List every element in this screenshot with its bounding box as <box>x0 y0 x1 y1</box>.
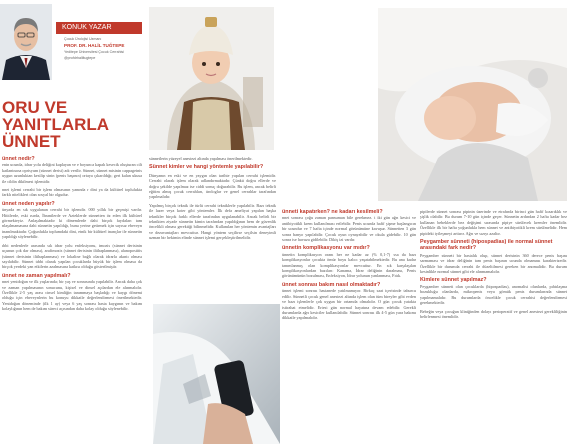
column-3 <box>282 209 416 324</box>
section-heading: ünnet nedir? <box>2 156 35 162</box>
column-1 <box>2 156 142 315</box>
paragraph: nnet işlemi cerrahi bir işlem olmasının yanında r dini ya da kültürel toplulukta farklı nitelikleri olan sosyal bir olgudur. <box>2 187 142 198</box>
author-name: PROF. DR. HALİL TUĞTEPE <box>64 43 125 48</box>
paragraph: Peygamber sünneti olan çocuklarda (hipospadias), anomalisi olanlarda, pıhtılaşma bozukluğu olanlarda, mikropenis veya gömük penis durumlarında sünnet yapılmamalıdır. Bu durumlarda öncelikle çocuk cerrahisi değerlendirmesi gerekmektedir. <box>420 283 567 306</box>
section-heading: ünnet ne zaman yapılmalı? <box>2 272 71 279</box>
paragraph: nnet yenidoğan ve ilk yaşlarında; bir yaş ve sonrasında yapılabilir. Ancak daha çok ve zaman yapılmasının sonucunu, kişisel ve dinsel açılardan ele alınmalıdır. Özellikle 2-5 yaş arası cinsel kimliğin tanımmaya başladığı ve kaygı dönemi olduğu için ebeveynlerin bu konuyu dikkatle değerlendirmesi önerilmektedir. Yenidoğan döneminde (ilk 1 ay) veya 6 yaş sonrası hasta kaygının ve bakım kolaylığının hem de bakım süreci açısından daha kolay olduğu söylenebilir. <box>2 279 142 312</box>
author-handle: @profdrhaliltugtepe <box>64 56 96 60</box>
paragraph: nnet sonrası çoğu zaman pansuman bile gerekmez. i iki gün ağrı kesici ve antibiyotikli krem kullanılması erilebilir. Penis ucunda hafif şişme başlangıcın bir ucundur ve 7 hafta içinde normal görünümüne kavuşur. Sünnetten 3 gün sonra banyo yapılabilir. Çocuk oyun oynayabilir ve okula gidebilir. 10 gün sonra ise havuza gidilebilir. Dikiş izi vardır. <box>282 215 416 243</box>
section-heading: ünnet neden yapılır? <box>2 200 55 207</box>
doctor-phone-photo <box>153 304 280 444</box>
paragraph: sünnetlerin yüzeyel anestezi altında yapılması önerilmektedir. <box>149 156 253 161</box>
section-heading: ünnetin komplikasyonu var mıdır? <box>282 245 370 252</box>
paragraph: Peygamber sünneti bir hastalık olup, sünnet derisinin 360 derece penis başını sarmaması ve idrar deliğinin tam penis başının ucunda olmaması karakterizedir. Özellikle bir durumda cerrahi ile düzeltilmesi gereken bir anomalidir. Bu durum kesinlikle normal sünnet gibi ele alınmamalıdır. <box>420 252 567 275</box>
paragraph: ıbbi nedenlerle arasında sık idrar yolu enfeksiyonu, imozis (sünnet derisinin uçunun çok dar olması), arafimozis (sünnet derisinin iltihaplanması), alanopostitis (sünnet derisinin iltihaplanması) ve lokaline bağlı olarak idrarla akıntı olması sayılabilir. Sünnet tıbbi olarak yapılan çocuklarda büyük bir işlem olmasa da birçok yerdeki yan etkilerin azalmasına katkısı olduğu gösterilmiştir. <box>2 242 142 270</box>
paragraph: ünnetin komplikasyon oranı her ne kadar az (% 0,1-7) ssa da bazı komplikasyonlar çocukta ömür boyu kalıcı yaşatabilmektedir. Bu ana kadar tanımlanmış olan komplikasyonlar mevcuttur. En sık karşılaşılan komplikasyonlardan bazıları: Kanama, İdrar deliğinin daralması, Penis görünümünün bozulması, Enfeksiyon, İdrar yolunun yanlanması, Fıtık. <box>282 251 416 279</box>
baby-costume-photo <box>149 7 274 150</box>
paragraph: Yapılmış birçok teknik ile türlü cerrahi tekniklerle yapılabilir. Bazı teknik ile lazer veya koter gibi yöntemler. İlk defa ameliyat yapılan başka teknikler birçok farklı ellerde tarafından uygulanabilir. Ancak belirli bir teknikten ziyade sünnetin kimin tarafından yapıldığının hem de güvenlik öncelikli olması gerektiği bilinmelidir. Kullanılan her yöntemin avantajları ve dezavantajları mevcuttur. Hangi yöntem seçilirse seçilsin deneyimli uzman bir hekimin elinde sünnet işlemi gerçekleştirilmelidir. <box>149 202 276 241</box>
author-affiliation: Çocuk Ürolojisi Uzmanı <box>64 37 102 41</box>
paragraph: enin ucunda, idrar yolu deliğini kaplayan ve e boyunca kapalı kesecik oluşturan cilt katlantısına oprisyum (sünnet derisi) adı verilir. Sünnet, sünnet misinin cappageinis uygun uzunluktan kesilip sinin (penis başının) ortaya çıkarıldığı; geri kalan ukusa ile cildin dikilmesi işlemidir. <box>2 162 142 184</box>
newborn-photo <box>378 8 567 201</box>
paragraph: ünnet işlemi sonrası hastanede yatılmamıyor. Birkaç saat içerisinde taburcu edilir. Sünnetli çocuk genel anestezi altında işlem olan tüm bireyler gibi evden ve bazı işlemlerle çok uygun bir ortamda olmalıdır. O gün çocuk yatakta istirahat etmelidir. Ertesi gün normal hayatına devam edebilir. Gerekli durumlarda ağrı kesiciler kullanılabilir. Sünnet sonrası ilk 4-5 gün yara bakımı dikkatle yapılmalıdır. <box>282 288 416 321</box>
paragraph: Bebeğin veya çocuğun kliniğinden dolayı perioperatif ve genel anestezi gerekliliğinin belirlenmesi önemlidir. <box>420 308 567 319</box>
section-heading: Peygamber sünneti (hipospadias) ile normal sünnet arasındaki fark nedir? <box>420 239 553 252</box>
title-line-1: ORU VE YANITLARLA <box>2 98 110 134</box>
title-line-2: ÜNNET <box>2 132 61 151</box>
section-heading: Kimlere sünnet yapılmaz? <box>420 277 487 284</box>
column-name: KONUK YAZAR <box>62 24 112 31</box>
column-4 <box>420 209 567 322</box>
paragraph: pipilerde sünnet sonrası pipinin üzerinde ve etrafında birinci gün hafif kızarıklık ve şişlik olabilir. Bu durum 7-10 gün içinde geçer. Sünnetin ardından 2 hafta kadar bez kullanan bebeklerde bez değişimi sırasında pipiye sürülecek kremler önemlidir. Özellikle ilk bir hafta yoğunlukla hem sünnet ve antibiyotikli krem sürülmelidir. Hem pipideki iyileşmeyi arttırır. Ağrı ve sızıyı azaltır. <box>420 209 567 236</box>
paragraph: Dünyanın en eski ve en yaygın olan tarihte yapılan cerrahi işlemidir. Cerrahi olarak işlem olarak adlandırmaktadır. Çünkü doğru ellerde ve doğru şekilde yapılmaz ise ciddi sonuç doğurabilir. Bu işlem, ancak belirli eğitim almış çocuk cerrahları, ürologlar ve genel cerrahlar tarafından yapılmalıdır. <box>149 172 276 200</box>
paragraph: ünyada en sık uygulanan cerrahi bir işlemdir. 000 yıllık bir geçmişi vardır. Hititlerde, eski ısırda, İbranilerde ve Azteklerde sünnetten öz eden ilk kültürel görmekteyiz. Anlaşılmaktadır ki dönemlerde dahi birçok faydaları tam nlaşılmamasına dahi sünnetin yapıldığı, bunu yerine getirmek için sayısız ebeveyn inanılmaktadır. Çoğunlukla toplumdaki dini, etnik bir kültürel inançlar ile sünnetin yapıldığı söylenebilir. <box>2 207 142 240</box>
section-heading: ünneti kapatırken? ne kadarı kesilmeli? <box>282 209 383 215</box>
section-heading: ünnet sonrası bakım nasıl olmaktadır? <box>282 281 381 288</box>
column-2 <box>149 156 276 244</box>
author-photo <box>0 4 52 80</box>
column-tag <box>56 22 142 34</box>
author-role: Yeditepe Üniversitesi Çocuk Cerrahisi <box>64 50 124 54</box>
section-heading: Sünnet kimler ve hangi yöntemle yapılabilir? <box>149 164 264 171</box>
article-title <box>2 99 152 150</box>
